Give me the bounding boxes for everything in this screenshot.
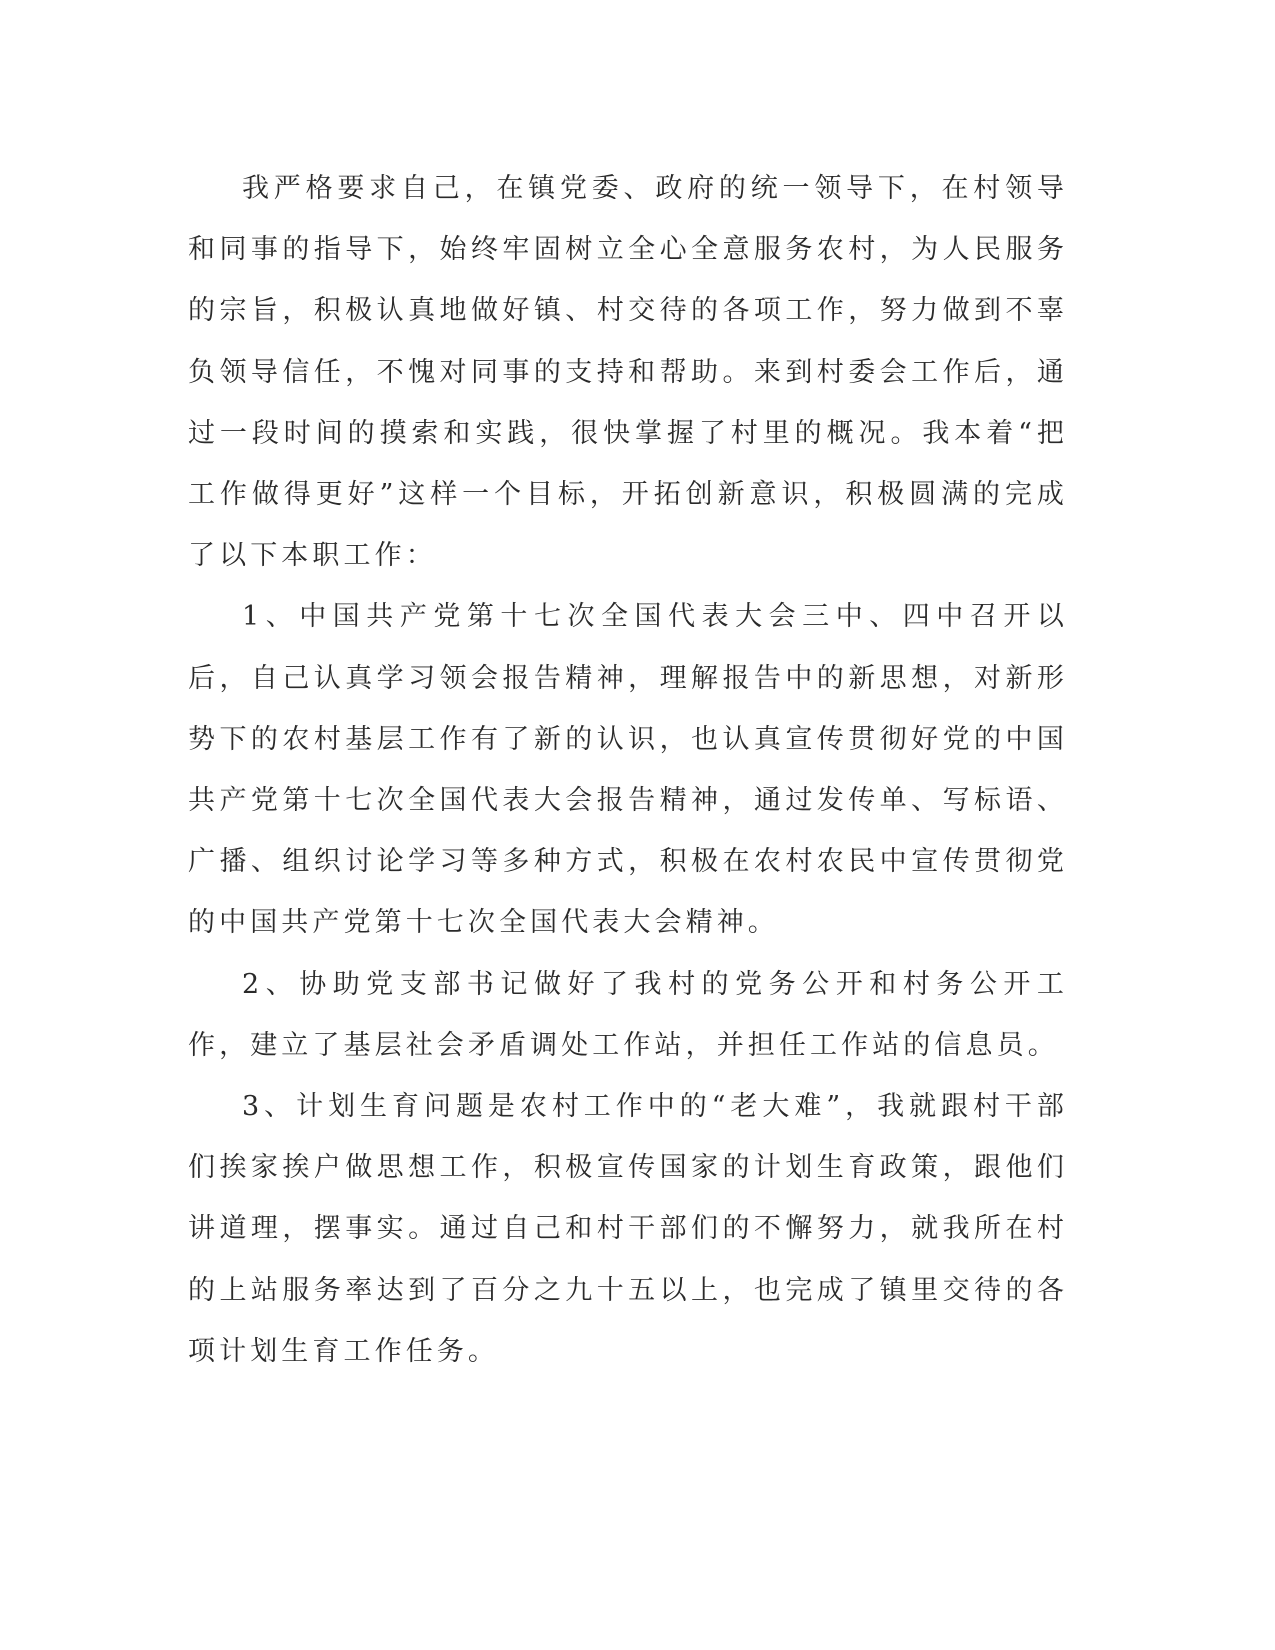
document-body bbox=[188, 158, 1068, 1382]
paragraph-item-2: 2、协助党支部书记做好了我村的党务公开和村务公开工作，建立了基层社会矛盾调处工作站，并担任工作站的信息员。 bbox=[188, 968, 1068, 1061]
paragraph-item-3: 3、计划生育问题是农村工作中的“老大难”，我就跟村干部们挨家挨户做思想工作，积极宣传国家的计划生育政策，跟他们讲道理，摆事实。通过自己和村干部们的不懈努力，就我所在村的上站服务率达到了百分之九十五以上，也完成了镇里交待的各项计划生育工作任务。 bbox=[188, 1091, 1068, 1367]
paragraph-item-1: 1、中国共产党第十七次全国代表大会三中、四中召开以后，自己认真学习领会报告精神，理解报告中的新思想，对新形势下的农村基层工作有了新的认识，也认真宣传贯彻好党的中国共产党第十七次全国代表大会报告精神，通过发传单、写标语、广播、组织讨论学习等多种方式，积极在农村农民中宣传贯彻党的中国共产党第十七次全国代表大会精神。 bbox=[188, 601, 1068, 939]
paragraph-intro: 我严格要求自己，在镇党委、政府的统一领导下，在村领导和同事的指导下，始终牢固树立全心全意服务农村，为人民服务的宗旨，积极认真地做好镇、村交待的各项工作，努力做到不辜负领导信任，不愧对同事的支持和帮助。来到村委会工作后，通过一段时间的摸索和实践，很快掌握了村里的概况。我本着“把工作做得更好”这样一个目标，开拓创新意识，积极圆满的完成了以下本职工作： bbox=[188, 173, 1068, 572]
